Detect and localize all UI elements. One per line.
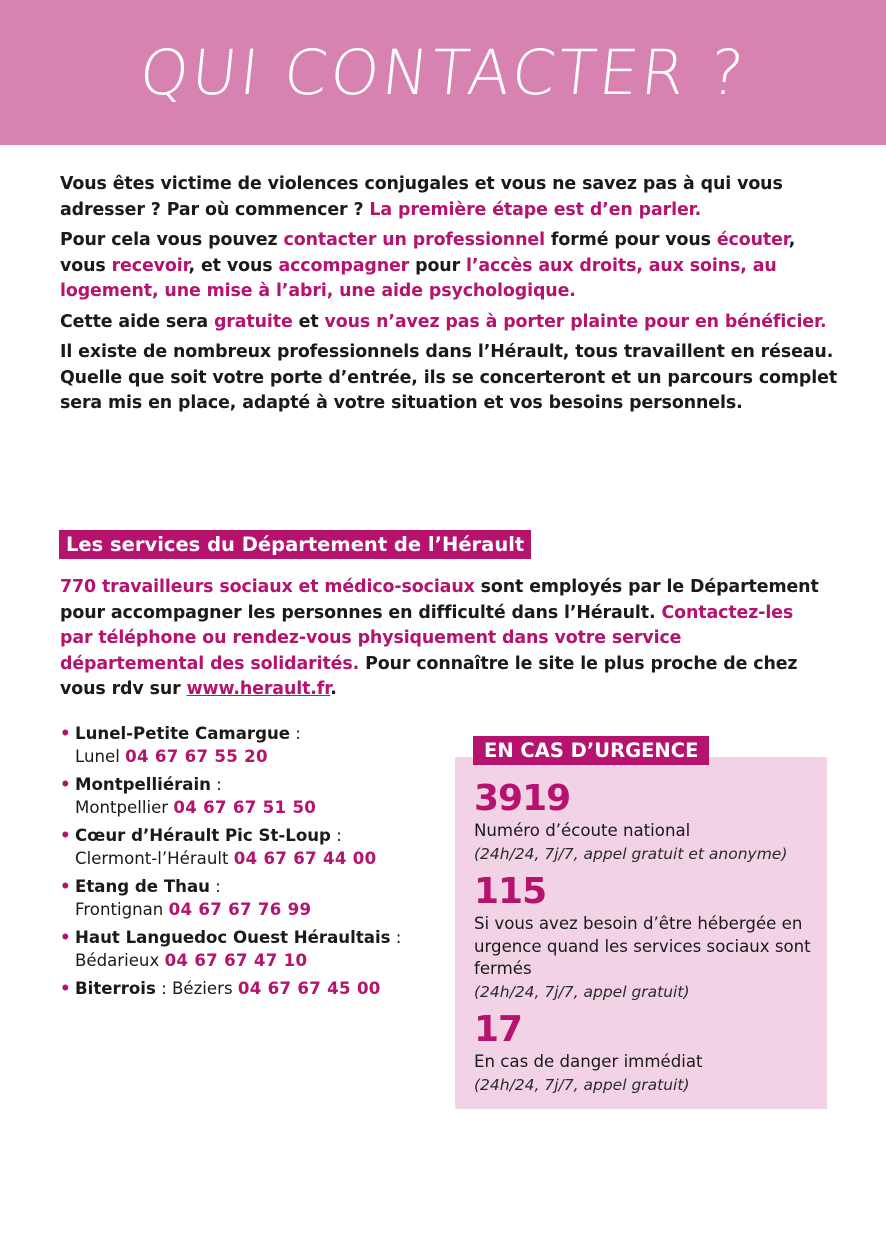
intro-highlight: recevoir	[111, 255, 189, 276]
emergency-description: En cas de danger immédiat	[474, 1052, 703, 1071]
office-separator: :	[390, 928, 402, 947]
emergency-numbers	[474, 778, 819, 1102]
intro-paragraph-1	[60, 172, 840, 223]
emergency-number[interactable]: 17	[474, 1009, 523, 1050]
list-item	[60, 927, 450, 972]
bullet-icon: •	[60, 877, 71, 896]
office-city: Frontignan	[75, 899, 169, 919]
intro-highlight: l’accès aux droits, aux soins, au logement, une mise à l’abri, une aide psychologique	[60, 255, 777, 301]
office-phone[interactable]: 04 67 67 51 50	[173, 797, 317, 817]
office-phone[interactable]: 04 67 67 44 00	[233, 848, 377, 868]
emergency-note: (24h/24, 7j/7, appel gratuit et anonyme)	[474, 844, 788, 863]
office-phone[interactable]: 04 67 67 76 99	[168, 899, 312, 919]
emergency-note: (24h/24, 7j/7, appel gratuit)	[474, 982, 690, 1001]
offices-list	[60, 723, 450, 1007]
bullet-icon: •	[60, 775, 71, 794]
intro-text-span: , et vous	[188, 255, 279, 276]
emergency-title: EN CAS D’URGENCE	[473, 736, 709, 765]
emergency-item-3919	[474, 778, 819, 865]
list-item	[60, 774, 450, 819]
intro-highlight: gratuite	[213, 311, 293, 332]
office-city: Montpellier	[75, 797, 174, 817]
services-highlight: Contactez-les par téléphone ou rendez-vous physiquement dans votre service départemental des solidarités.	[60, 602, 794, 674]
intro-highlight: .	[569, 281, 576, 301]
bullet-icon: •	[60, 724, 71, 743]
services-section-title: Les services du Département de l’Hérault	[59, 530, 531, 559]
services-text-span: Pour connaître le site le plus proche de chez vous rdv sur	[60, 653, 798, 699]
services-text-span: .	[330, 679, 337, 699]
office-separator: :	[155, 979, 172, 998]
services-text	[60, 575, 830, 703]
emergency-note: (24h/24, 7j/7, appel gratuit)	[474, 1075, 690, 1094]
intro-text-span: , vous	[60, 230, 796, 276]
intro-paragraph-2	[60, 228, 840, 305]
intro-text-span: formé pour vous	[544, 230, 717, 250]
services-paragraph	[60, 575, 830, 703]
office-phone[interactable]: 04 67 67 55 20	[125, 746, 268, 766]
intro-highlight: contacter un professionnel	[283, 230, 545, 250]
intro-highlight: accompagner	[278, 255, 410, 276]
office-city: Béziers	[172, 979, 238, 998]
list-item	[60, 978, 450, 1001]
office-separator: :	[290, 724, 301, 743]
list-item	[60, 723, 450, 768]
office-city: Lunel	[75, 746, 126, 766]
office-separator: :	[211, 775, 222, 794]
herault-website-link[interactable]: www.herault.fr	[186, 679, 331, 699]
intro-text	[60, 172, 840, 422]
bullet-icon: •	[60, 928, 71, 947]
intro-text-span: et	[292, 311, 325, 332]
emergency-item-17	[474, 1009, 819, 1096]
office-phone[interactable]: 04 67 67 45 00	[237, 979, 381, 998]
office-name: Lunel-Petite Camargue	[75, 724, 291, 743]
intro-text-span: Vous êtes victime de violences conjugales et vous ne savez pas à qui vous adresser ? Par où commencer ?	[60, 174, 783, 220]
emergency-number[interactable]: 3919	[474, 778, 571, 819]
emergency-description: Numéro d’écoute national	[474, 821, 691, 840]
office-phone[interactable]: 04 67 67 47 10	[164, 950, 308, 970]
office-name: Biterrois	[75, 979, 156, 998]
intro-highlight: vous n’avez pas à porter plainte pour en bénéficier.	[324, 311, 827, 332]
intro-highlight: écouter	[716, 230, 789, 250]
office-separator: :	[210, 877, 221, 896]
list-item	[60, 825, 450, 870]
intro-highlight: La première étape est d’en parler.	[369, 199, 702, 220]
office-name: Montpelliérain	[75, 775, 211, 794]
intro-paragraph-3	[60, 310, 840, 336]
intro-text-span: Cette aide sera	[60, 311, 214, 332]
office-city: Clermont-l’Hérault	[75, 848, 234, 868]
emergency-number[interactable]: 115	[474, 871, 547, 912]
header-banner	[0, 0, 886, 145]
office-name: Etang de Thau	[75, 877, 210, 896]
office-separator: :	[330, 826, 342, 845]
office-city: Bédarieux	[75, 950, 165, 970]
emergency-item-115	[474, 871, 819, 1003]
list-item	[60, 876, 450, 921]
page-title: QUI CONTACTER ?	[136, 36, 750, 109]
intro-paragraph-4: Il existe de nombreux professionnels dans l’Hérault, tous travaillent en réseau. Quelle que soit votre porte d’entrée, ils se concerteront et un parcours complet sera mis en place, adapté à votre situation et vos besoins personnels.	[60, 342, 838, 413]
bullet-icon: •	[60, 826, 71, 845]
office-name: Cœur d’Hérault Pic St-Loup	[75, 826, 331, 845]
services-text-span: sont employés par le Département pour accompagner les personnes en difficulté dans l’Hérault.	[60, 577, 819, 623]
intro-text-span: pour	[409, 255, 467, 276]
intro-text-span: Pour cela vous pouvez	[60, 230, 284, 250]
bullet-icon: •	[60, 979, 71, 998]
services-highlight: 770 travailleurs sociaux et médico-sociaux	[60, 577, 475, 597]
emergency-description: Si vous avez besoin d’être hébergée en urgence quand les services sociaux sont fermés	[474, 914, 811, 978]
office-name: Haut Languedoc Ouest Héraultais	[75, 928, 391, 947]
